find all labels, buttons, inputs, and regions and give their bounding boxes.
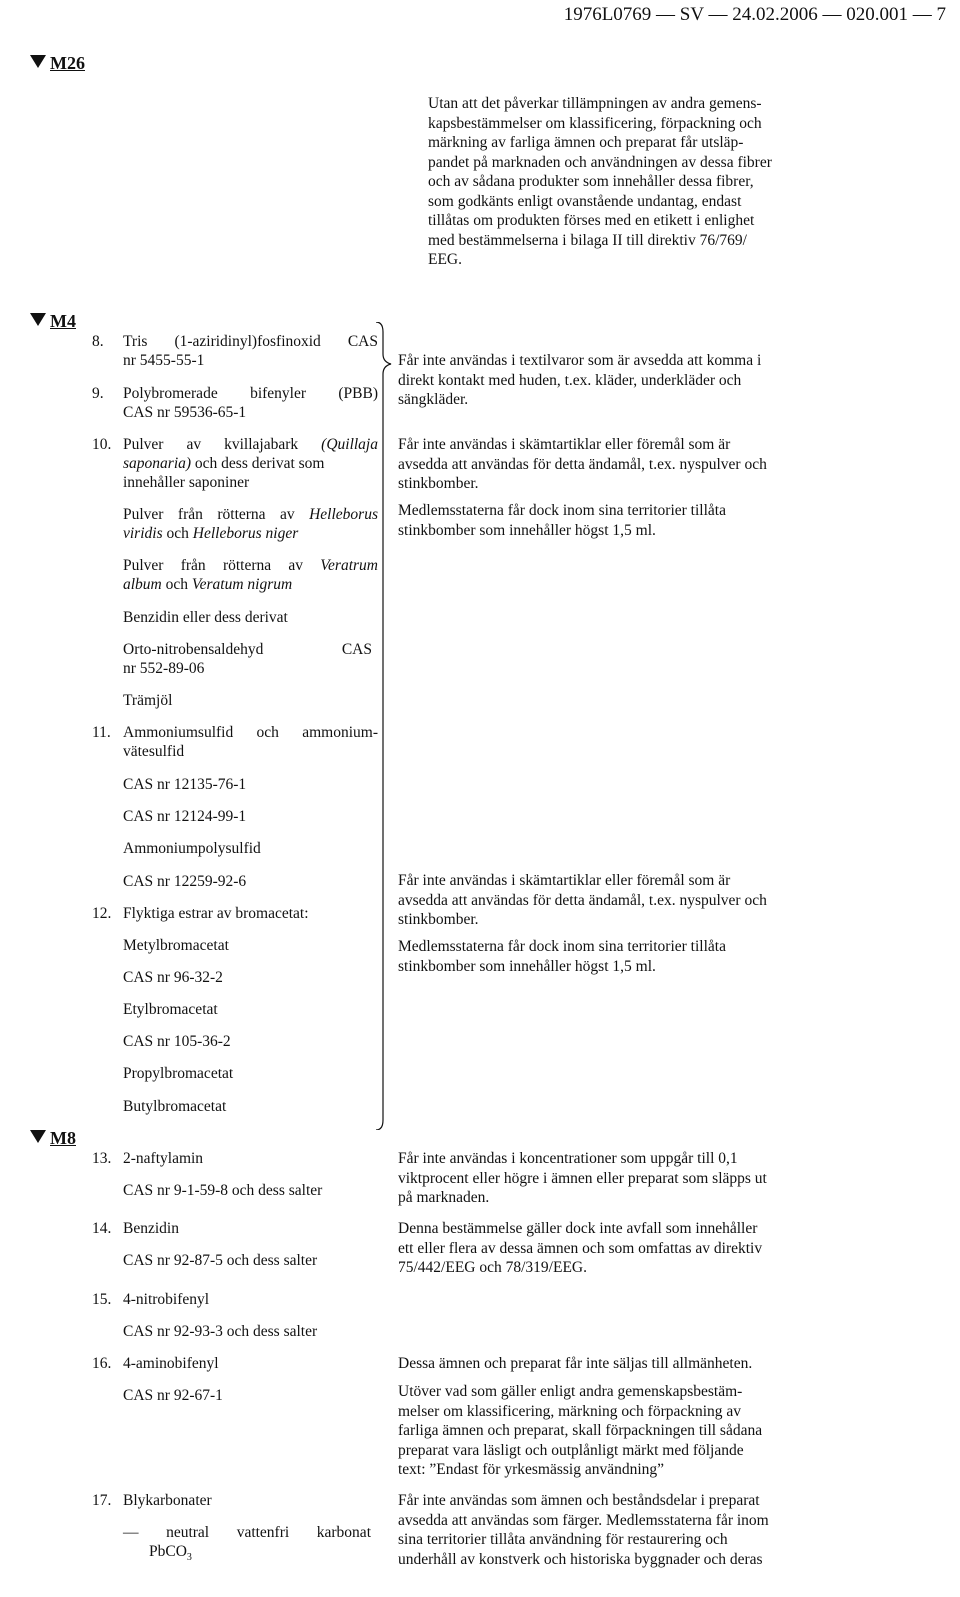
item-9-line1: Polybromerade bifenyler (PBB) <box>123 385 378 402</box>
item-number: 17. <box>92 1492 112 1509</box>
text-line: som godkänts enligt ovanstående undantag, endast <box>428 192 742 210</box>
item-number: 8. <box>92 333 104 350</box>
restriction-text-8-9: Får inte användas i textilvaror som är avsedda att komma i direkt kontakt med huden, t.ex. kläder, underkläder och sängkläder. <box>398 352 762 408</box>
item-11-poly: Ammoniumpolysulfid <box>123 840 261 857</box>
doc-version: 020.001 <box>846 4 908 25</box>
text-line: Utan att det påverkar tillämpningen av andra gemens- <box>428 95 762 112</box>
text-line: EEG. <box>428 251 463 268</box>
text-line: tillåtas om produkten förses med en etikett i enlighet <box>428 212 755 229</box>
item-10-d: Benzidin eller dess derivat <box>123 609 288 626</box>
item-11-line2: vätesulfid <box>123 743 185 760</box>
item-number: 9. <box>92 385 104 402</box>
restriction-text-10b: Medlemsstaterna får dock inom sina territorier tillåta stinkbomber som innehåller högst 1,5 ml. <box>398 502 726 539</box>
item-10-f: Trämjöl <box>123 692 173 709</box>
item-number: 12. <box>92 905 112 922</box>
item-12-sub: CAS nr 96-32-2 <box>123 969 223 986</box>
triangle-down-icon <box>30 1130 46 1143</box>
doc-id: 1976L0769 <box>563 4 652 25</box>
item-16-line1: 4-aminobifenyl <box>123 1355 219 1372</box>
restriction-text-14: Denna bestämmelse gäller dock inte avfall som innehåller ett eller flera av dessa ämnen och som omfattas av direktiv 75/442/EEG och 78/319/EEG. <box>398 1220 763 1276</box>
item-number: 15. <box>92 1291 112 1308</box>
page-number: 7 <box>936 4 946 25</box>
item-10-b-line2: viridis och Helleborus niger <box>123 525 299 542</box>
item-9-line2: CAS nr 59536-65-1 <box>123 404 247 421</box>
restriction-text-17: Får inte användas som ämnen och beståndsdelar i preparat avsedda att användas som färger. Medlemsstaterna får inom sina territorier tillåta användning för restaurering och underhåll av konstverk och historiska byggnader och deras <box>398 1492 769 1568</box>
item-10-e-line1: Orto-nitrobensaldehyd CAS <box>123 641 372 658</box>
amendment-marker-m26[interactable]: M26 <box>30 52 85 74</box>
item-number: 11. <box>92 724 111 741</box>
item-14-line1: Benzidin <box>123 1220 179 1237</box>
item-10-c-line2: album och Veratum nigrum <box>123 576 293 593</box>
item-number: 16. <box>92 1355 112 1372</box>
intro-paragraph <box>428 94 838 270</box>
restriction-text-16b: Utöver vad som gäller enligt andra gemenskapsbestäm- melser om klassificering, märkning och förpackning av farliga ämnen och preparat, skall förpackningen till sådana preparat vara läsligt och outplånligt märkt med följande text: ”Endast för yrkesmässig användning” <box>398 1383 763 1478</box>
text-line: kapsbestämmelser om klassificering, förpackning och <box>428 114 762 132</box>
item-12-sub: Etylbromacetat <box>123 1001 218 1018</box>
item-15-line1: 4-nitrobifenyl <box>123 1291 210 1308</box>
item-15-line2: CAS nr 92-93-3 och dess salter <box>123 1323 318 1340</box>
triangle-down-icon <box>30 313 46 326</box>
restriction-text-10a: Får inte användas i skämtartiklar eller föremål som är avsedda att användas för detta ändamål, t.ex. nyspulver och stinkbomber. <box>398 436 767 492</box>
item-14-line2: CAS nr 92-87-5 och dess salter <box>123 1252 318 1269</box>
lang-code: SV <box>679 4 704 25</box>
item-8-line1: Tris (1-aziridinyl)fosfinoxid CAS <box>123 333 378 350</box>
item-17-formula: PbCO$_3$ <box>149 1543 192 1564</box>
doc-date: 24.02.2006 <box>732 4 818 25</box>
triangle-down-icon <box>30 55 46 68</box>
restriction-text-13: Får inte användas i koncentrationer som uppgår till 0,1 viktprocent eller högre i ämnen eller preparat som släpps ut på marknaden. <box>398 1150 767 1206</box>
item-11-cas2: CAS nr 12124-99-1 <box>123 808 247 825</box>
item-10-e-line2: nr 552-89-06 <box>123 660 205 677</box>
item-10-a-line3: innehåller saponiner <box>123 474 250 491</box>
restriction-text-12a: Får inte användas i skämtartiklar eller föremål som är avsedda att användas för detta ändamål, t.ex. nyspulver och stinkbomber. <box>398 872 767 928</box>
restriction-text-16a: Dessa ämnen och preparat får inte säljas till allmänheten. <box>398 1355 753 1372</box>
amendment-marker-m8[interactable]: M8 <box>30 1127 76 1149</box>
item-17-line1: Blykarbonater <box>123 1492 212 1509</box>
item-8-line2: nr 5455-55-1 <box>123 352 205 369</box>
item-10-b-line1: Pulver från rötterna av Helleborus <box>123 506 378 523</box>
item-number: 13. <box>92 1150 112 1167</box>
item-10-a-line1: Pulver av kvillajabark (Quillaja <box>123 436 378 453</box>
text-line: och av sådana produkter som innehåller dessa fibrer, <box>428 173 754 190</box>
item-12-sub: Metylbromacetat <box>123 937 229 954</box>
item-11-line1: Ammoniumsulfid och ammonium- <box>123 724 378 741</box>
item-10-c-line1: Pulver från rötterna av Veratrum <box>123 557 378 574</box>
item-13-line2: CAS nr 9-1-59-8 och dess salter <box>123 1182 323 1199</box>
page-header: 1976L0769 — SV — 24.02.2006 — 020.001 — 7 <box>563 4 946 25</box>
amendment-marker-m4[interactable]: M4 <box>30 310 76 332</box>
item-11-cas1: CAS nr 12135-76-1 <box>123 776 247 793</box>
restriction-text-12b: Medlemsstaterna får dock inom sina territorier tillåta stinkbomber som innehåller högst 1,5 ml. <box>398 938 726 975</box>
item-13-line1: 2-naftylamin <box>123 1150 204 1167</box>
item-12-line1: Flyktiga estrar av bromacetat: <box>123 905 309 922</box>
item-17-line2: — neutral vattenfri karbonat <box>123 1524 371 1541</box>
item-16-line2: CAS nr 92-67-1 <box>123 1387 223 1404</box>
item-12-sub: CAS nr 105-36-2 <box>123 1033 231 1050</box>
item-10-a-line2: saponaria) och dess derivat som <box>123 455 325 472</box>
item-number: 10. <box>92 436 112 453</box>
item-number: 14. <box>92 1220 112 1237</box>
item-11-cas3: CAS nr 12259-92-6 <box>123 873 247 890</box>
text-line: med bestämmelserna i bilaga II till direktiv 76/769/ <box>428 231 747 249</box>
item-12-sub: Butylbromacetat <box>123 1098 227 1115</box>
item-12-sub: Propylbromacetat <box>123 1065 234 1082</box>
text-line: pandet på marknaden och användningen av dessa fibrer <box>428 153 772 171</box>
text-line: märkning av farliga ämnen och preparat får utsläp- <box>428 134 744 151</box>
